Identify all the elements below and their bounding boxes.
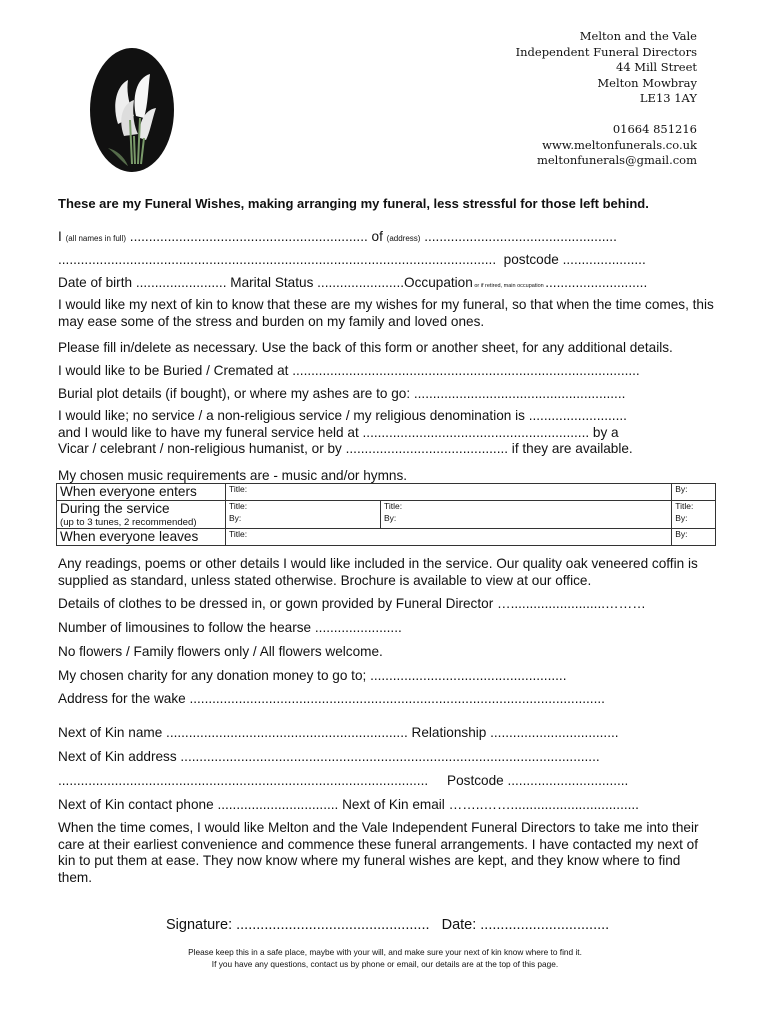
signature-line[interactable]	[166, 917, 609, 933]
company-address	[516, 29, 697, 169]
flowers-line[interactable]: No flowers / Family flowers only / All flowers welcome.	[58, 644, 383, 659]
wake-address-line[interactable]: Address for the wake ..............................................................................................................	[58, 691, 605, 706]
fill-instructions: Please fill in/delete as necessary. Use the back of this form or another sheet, for any additional details.	[58, 340, 673, 355]
company-phone: 01664 851216	[612, 121, 697, 136]
company-town: Melton Mowbray	[597, 75, 697, 90]
music-row-service	[57, 501, 716, 529]
clothes-line[interactable]: Details of clothes to be dressed in, or gown provided by Funeral Director ….........................………	[58, 596, 646, 611]
service-tune-3-cell[interactable]: Title: By:	[672, 501, 716, 529]
enters-title-cell[interactable]: Title:	[226, 484, 672, 501]
leaves-title-cell[interactable]: Title:	[226, 529, 672, 546]
company-website: www.meltonfunerals.co.uk	[542, 137, 697, 152]
service-label: During the service	[60, 501, 170, 516]
footer-line-2: If you have any questions, contact us by phone or email, our details are at the top of this page.	[211, 959, 559, 969]
company-tagline: Independent Funeral Directors	[515, 44, 697, 59]
next-of-kin-contact-line[interactable]: Next of Kin contact phone ................................ Next of Kin email ……..……..................................	[58, 797, 639, 812]
next-of-kin-name-line[interactable]: Next of Kin name ................................................................ Relationship ..................................	[58, 725, 619, 740]
address-line[interactable]: .................................................................................................................... postcode ......................	[58, 252, 646, 267]
music-requirements-line: My chosen music requirements are - music and/or hymns.	[58, 468, 408, 483]
limousines-line[interactable]: Number of limousines to follow the hearse .......................	[58, 620, 402, 635]
service-paragraph[interactable]: I would like; no service / a non-religious service / my religious denomination is .......................... and I would like to have my funeral service held at ............................................................ by a Vicar / celebrant / non-religious humanist, or by ........................................... if they are available.	[58, 408, 633, 456]
music-row-enters	[57, 484, 716, 501]
leaves-by-cell[interactable]: By:	[672, 529, 716, 546]
charity-line[interactable]: My chosen charity for any donation money to go to; ....................................................	[58, 668, 567, 683]
company-street: 44 Mill Street	[616, 60, 697, 75]
next-of-kin-paragraph: I would like my next of kin to know that these are my wishes for my funeral, so that when the time comes, this may ease some of the stress and burden on my family and loved ones.	[58, 297, 714, 329]
calla-lily-logo	[88, 46, 176, 174]
company-name: Melton and the Vale	[579, 29, 697, 43]
footer-line-1: Please keep this in a safe place, maybe with your will, and make sure your next of kin know where to find it.	[188, 947, 582, 957]
closing-paragraph: When the time comes, I would like Melton and the Vale Independent Funeral Directors to take me into their care at their earliest convenience and commence these funeral arrangements. I have contacted my next of kin to put them at ease. They now know where my funeral wishes are kept, and they know where to find them.	[58, 820, 699, 885]
page-heading: These are my Funeral Wishes, making arranging my funeral, less stressful for those left behind.	[58, 196, 649, 211]
date-field[interactable]: Date: ................................	[441, 917, 610, 933]
leaves-label: When everyone leaves	[57, 529, 226, 546]
signature-field[interactable]: Signature: ................................................	[166, 917, 430, 933]
service-tune-1-cell[interactable]: Title: By:	[226, 501, 381, 529]
buried-cremated-line[interactable]: I would like to be Buried / Cremated at ............................................................................................	[58, 363, 640, 378]
service-sublabel: (up to 3 tunes, 2 recommended)	[60, 517, 197, 528]
readings-paragraph: Any readings, poems or other details I would like included in the service. Our quality oak veneered coffin is supplied as standard, unless stated otherwise. Brochure is available to view at our office.	[58, 556, 698, 588]
enters-by-cell[interactable]: By:	[672, 484, 716, 501]
music-table	[56, 483, 716, 546]
company-postcode: LE13 1AY	[639, 91, 697, 106]
next-of-kin-postcode-line[interactable]: .................................................................................................. Postcode ................................	[58, 773, 629, 788]
next-of-kin-address-line[interactable]: Next of Kin address ...............................................................................................................	[58, 749, 600, 764]
service-tune-2-cell[interactable]: Title: By:	[381, 501, 672, 529]
music-row-leaves	[57, 529, 716, 546]
dob-line[interactable]: Date of birth ........................ Marital Status .......................Occupation or if retired, main occupation ...........................	[58, 275, 648, 290]
burial-plot-line[interactable]: Burial plot details (if bought), or where my ashes are to go: ........................................................	[58, 386, 626, 401]
enters-label: When everyone enters	[57, 484, 226, 501]
company-email: meltonfunerals@gmail.com	[536, 153, 697, 168]
name-line[interactable]: I (all names in full) ............................................................... of (address) ...................................................	[58, 229, 617, 244]
